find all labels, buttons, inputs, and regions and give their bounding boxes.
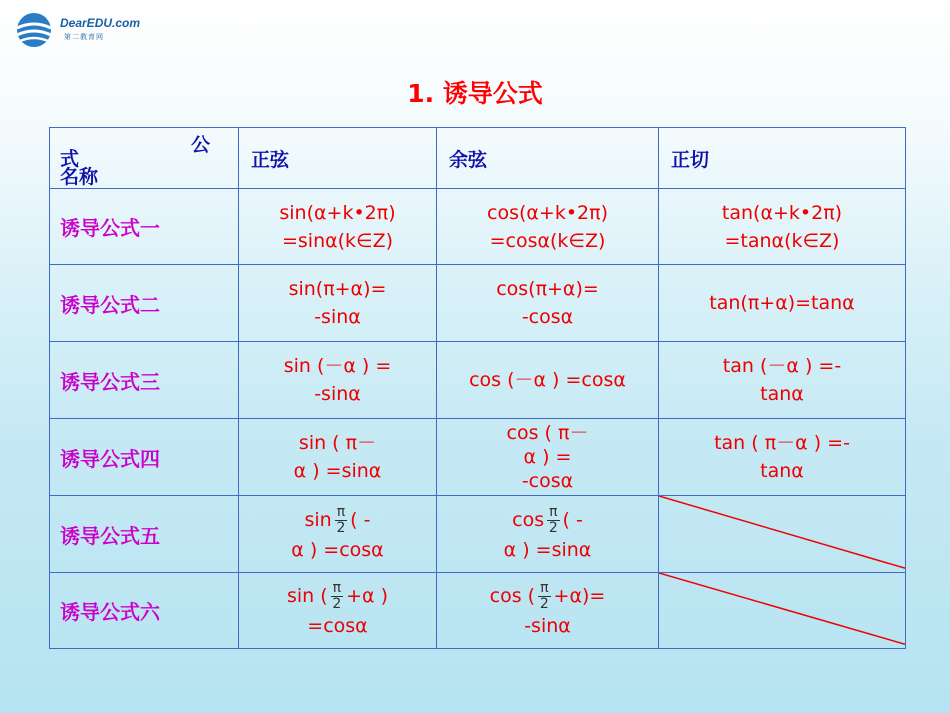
cos-formula: cos(α+k•2π) =cosα(k∈Z) bbox=[437, 189, 659, 265]
dearedu-logo bbox=[14, 10, 154, 58]
table-row bbox=[50, 573, 906, 649]
row-name: 诱导公式四 bbox=[50, 419, 239, 496]
diagonal-strike bbox=[659, 496, 905, 572]
cos-formula: cos $\frac{\pi}{2}$ ( - α ) =sinα bbox=[437, 496, 659, 573]
row-name: 诱导公式五 bbox=[50, 496, 239, 573]
sin-formula: sin ( $\frac{\pi}{2}$ +α ) =cosα bbox=[239, 573, 437, 649]
corner-label-top: 公 bbox=[190, 134, 210, 156]
table-row bbox=[50, 265, 906, 342]
sin-formula: sin (－α ) = -sinα bbox=[239, 342, 437, 419]
sin-formula: sin $\frac{\pi}{2}$ ( - α ) =cosα bbox=[239, 496, 437, 573]
header-tangent: 正切 bbox=[659, 128, 906, 189]
cos-formula: cos (－α ) =cosα bbox=[437, 342, 659, 419]
table-header-row bbox=[50, 128, 906, 189]
tan-formula: tan(π+α)=tanα bbox=[659, 265, 906, 342]
globe-icon bbox=[14, 10, 54, 50]
sin-formula: sin ( π－ α ) =sinα bbox=[239, 419, 437, 496]
table-row bbox=[50, 496, 906, 573]
corner-label-bottom: 名称 bbox=[60, 166, 99, 188]
pi-over-2-fraction: $\frac{\pi}{2}$ bbox=[548, 503, 558, 536]
pi-over-2-fraction: $\frac{\pi}{2}$ bbox=[336, 503, 346, 536]
table-row bbox=[50, 342, 906, 419]
header-cosine: 余弦 bbox=[437, 128, 659, 189]
pi-over-2-fraction: $\frac{\pi}{2}$ bbox=[332, 580, 342, 612]
row-name: 诱导公式二 bbox=[50, 265, 239, 342]
table-row bbox=[50, 419, 906, 496]
tan-formula: tan (－α ) =- tanα bbox=[659, 342, 906, 419]
tan-formula: tan(α+k•2π) =tanα(k∈Z) bbox=[659, 189, 906, 265]
header-sine: 正弦 bbox=[239, 128, 437, 189]
row-name: 诱导公式一 bbox=[50, 189, 239, 265]
logo-subtitle: 第二教育网 bbox=[64, 33, 104, 41]
logo-name: DearEDU.com bbox=[60, 16, 141, 30]
page-title: 1. 诱导公式 bbox=[407, 79, 543, 108]
tan-formula: tan ( π－α ) =- tanα bbox=[659, 419, 906, 496]
row-name: 诱导公式六 bbox=[50, 573, 239, 649]
tan-not-applicable-cell bbox=[659, 496, 906, 573]
diagonal-strike bbox=[659, 573, 905, 648]
table-row bbox=[50, 189, 906, 265]
cos-formula: cos ( $\frac{\pi}{2}$ +α)= -sinα bbox=[437, 573, 659, 649]
header-corner-cell bbox=[50, 128, 239, 189]
cos-formula: cos(π+α)= -cosα bbox=[437, 265, 659, 342]
formula-table bbox=[49, 127, 906, 649]
row-name: 诱导公式三 bbox=[50, 342, 239, 419]
corner-label-mid: 式 bbox=[60, 148, 80, 170]
sin-formula: sin(π+α)= -sinα bbox=[239, 265, 437, 342]
tan-not-applicable-cell bbox=[659, 573, 906, 649]
cos-formula: cos ( π－ α ) = -cosα bbox=[437, 419, 659, 496]
sin-formula: sin(α+k•2π) =sinα(k∈Z) bbox=[239, 189, 437, 265]
pi-over-2-fraction: $\frac{\pi}{2}$ bbox=[539, 580, 549, 612]
